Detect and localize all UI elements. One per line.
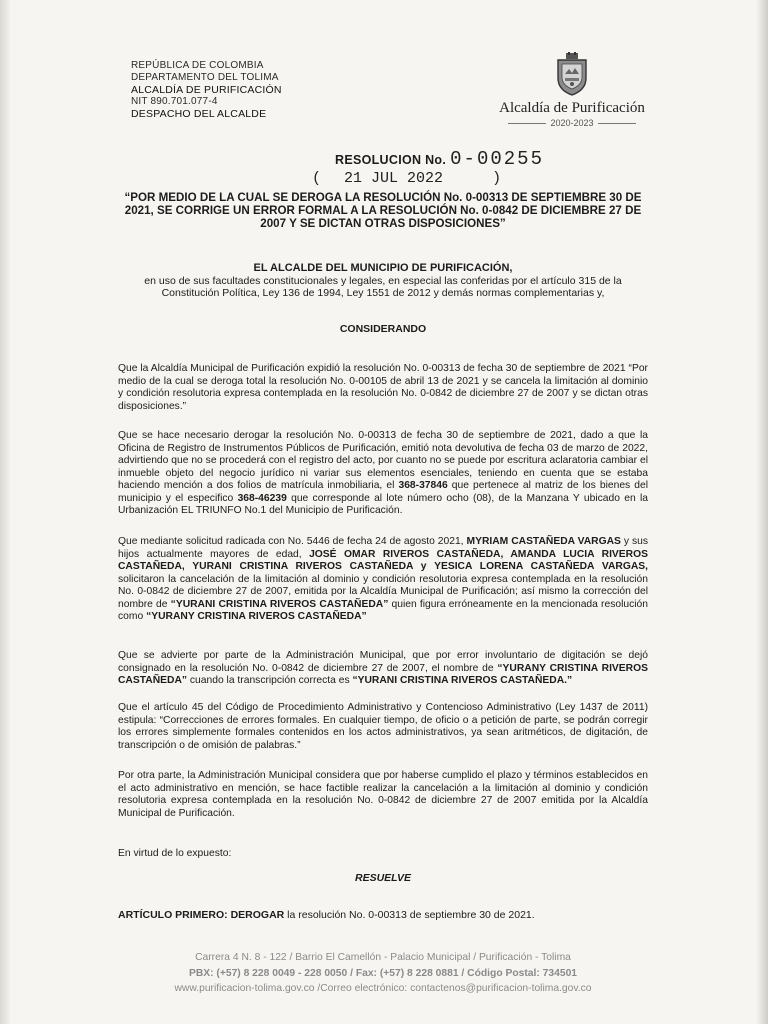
paragraph-text: Que mediante solicitud radicada con No. 5446 de fecha 24 de agosto 2021, — [118, 536, 464, 547]
person-name: “YURANY CRISTINA RIVEROS CASTAÑEDA” — [146, 611, 367, 622]
article-text: la resolución No. 0-00313 de septiembre 30 de 2021. — [287, 909, 535, 921]
resolution-title: “POR MEDIO DE LA CUAL SE DEROGA LA RESOLUCIÓN No. 0-00313 DE SEPTIEMBRE 30 DE 2021, SE CORRIGE UN ERROR FORMAL A LA RESOLUCIÓN No. 0-0842 DE DICIEMBRE 27 DE 2007 Y SE DICTAN OTRAS DISPOSICIONES” — [124, 191, 642, 230]
paragraph-1: Que la Alcaldía Municipal de Purificación expidió la resolución No. 0-00313 de fecha 30 de septiembre de 2021 “Por medio de la cual se deroga total la resolución No. 0-00105 de abril 13 de 2021 y se cancela la limitación al dominio y condición resolutoria expresa contemplada en la resolución No. 0-0842 de diciembre 27 de 2007 y se dictan otras disposiciones.” — [118, 363, 648, 412]
logo-rule — [598, 123, 636, 124]
logo-period-text: 2020-2023 — [550, 118, 594, 128]
person-name: MYRIAM CASTAÑEDA VARGAS — [466, 536, 621, 547]
person-name: “YURANI CRISTINA RIVEROS CASTAÑEDA.” — [352, 675, 573, 686]
person-name: “YURANY CRISTINA RIVEROS CASTAÑEDA” — [118, 662, 648, 686]
folio-number: 368-46239 — [237, 492, 287, 504]
person-names: JOSÉ OMAR RIVEROS CASTAÑEDA, AMANDA LUCIA RIVEROS CASTAÑEDA, YURANI CRISTINA RIVEROS CASTAÑEDA y YESICA LORENA CASTAÑEDA VARGAS, — [118, 548, 648, 572]
letterhead-left — [131, 60, 282, 120]
paragraph-text: Que se hace necesario derogar la resolución No. 0-00313 de fecha 30 de septiembre de 2021, dado a que la Oficina de Registro de Instrumentos Públicos de Purificación, emitió nota devolutiva de fecha 03 de marzo de 2022, advirtiendo que no se procederá con el registro del acto, por cuanto no se puede por escritura aclaratoria cambiar el inmueble objeto del negocio jurídico ni variar sus elementos esenciales, teniendo en cuenta que se estaba haciendo mención a dos folios de matrícula inmobiliaria, el — [118, 430, 648, 491]
authority-block — [118, 262, 648, 300]
letterhead-line: ALCALDÍA DE PURIFICACIÓN — [131, 84, 282, 96]
paragraph-7: En virtud de lo expuesto: — [118, 848, 232, 859]
alcaldia-logo — [496, 52, 648, 128]
paragraph-4 — [118, 650, 648, 688]
paragraph-2 — [118, 430, 648, 518]
paragraph-3 — [118, 536, 648, 624]
paragraph-text: y sus hijos actualmente mayores de edad, — [118, 536, 648, 560]
footer-address: Carrera 4 N. 8 - 122 / Barrio El Camellón - Palacio Municipal / Purificación - Tolima — [195, 952, 571, 963]
logo-rule — [508, 123, 546, 124]
resolution-stamp-date: 21 JUL 2022 — [344, 170, 444, 187]
folio-number: 368-37846 — [398, 480, 448, 491]
resolution-label: RESOLUCION No. — [335, 153, 447, 167]
footer-web-email: www.purificacion-tolima.gov.co /Correo electrónico: contactenos@purificacion-tolima.gov.co — [174, 983, 592, 994]
paragraph-6: Por otra parte, la Administración Municipal considera que por haberse cumplido el plazo y términos establecidos en el acto administrativo en mención, se hace factible realizar la cancelación a la limitación al dominio y condición resolutoria expresa contemplada en la resolución No. 0-0842 de diciembre 27 de 2007 emitida por la Alcaldía Municipal de Purificación. — [118, 770, 648, 819]
page-shadow-left — [0, 0, 10, 1024]
page-shadow-right — [756, 0, 768, 1024]
letterhead-line: DEPARTAMENTO DEL TOLIMA — [131, 72, 279, 83]
resolution-number — [335, 148, 544, 170]
paragraph-text: Que se advierte por parte de la Administración Municipal, que por error involuntario de digitación se dejó consignado en la resolución No. 0-0842 de diciembre 27 de 2007, el nombre de — [118, 650, 648, 674]
date-open-paren: ( — [312, 170, 322, 187]
considerando-heading: CONSIDERANDO — [339, 323, 427, 335]
paragraph-text: cuando la transcripción correcta es — [189, 675, 350, 686]
paragraph-text: quien figura erróneamente en la mencionada resolución como — [118, 598, 648, 622]
logo-name: Alcaldía de Purificación — [499, 100, 645, 116]
article-primero — [118, 909, 648, 921]
letterhead-line: DESPACHO DEL ALCALDE — [131, 108, 267, 120]
paragraph-text: que corresponde al lote número ocho (08), de la Manzana Y ubicado en la Urbanización EL TRIUNFO No.1 del Municipio de Purificación. — [118, 492, 648, 516]
article-label: ARTÍCULO PRIMERO: DEROGAR — [118, 909, 285, 921]
paragraph-text: que pertenece al matriz de los bienes del municipio y el especifico — [118, 480, 648, 504]
authority-text: en uso de sus facultades constitucionales y legales, en especial las conferidas por el artículo 315 de la Constitución Política, Ley 136 de 1994, Ley 1551 de 2012 y demás normas complementarias y, — [144, 274, 622, 299]
resuelve-heading: RESUELVE — [354, 872, 412, 884]
paragraph-text: solicitaron la cancelación de la limitación al dominio y condición resolutoria expresa contemplada en la resolución No. 0-0842 de diciembre 27 de 2007, emitida por la Alcaldía Municipal de Purificación; así mismo la corrección del nombre de — [118, 573, 648, 610]
person-name: “YURANI CRISTINA RIVEROS CASTAÑEDA” — [170, 598, 389, 610]
authority-heading: EL ALCALDE DEL MUNICIPIO DE PURIFICACIÓN, — [253, 262, 513, 274]
letterhead-line: REPÚBLICA DE COLOMBIA — [131, 60, 264, 71]
coat-of-arms-icon — [554, 52, 590, 96]
resolution-date — [312, 170, 501, 187]
paragraph-5: Que el artículo 45 del Código de Procedimiento Administrativo y Contencioso Administrativo (Ley 1437 de 2011) estipula: “Correcciones de errores formales. En cualquier tiempo, de oficio o a petición de parte, se podrán corregir los errores simplemente formales contenidos en los actos administrativos, ya sean aritméticos, de digitación, de transcripción o de omisión de palabras.” — [118, 702, 648, 751]
footer-phones: PBX: (+57) 8 228 0049 - 228 0050 / Fax: (+57) 8 228 0881 / Código Postal: 734501 — [188, 967, 578, 979]
resolution-stamp-number: 0-00255 — [450, 148, 544, 170]
letterhead-line: NIT 890.701.077-4 — [131, 96, 218, 107]
logo-period — [496, 118, 648, 128]
date-close-paren: ) — [492, 170, 502, 187]
footer — [118, 950, 648, 997]
